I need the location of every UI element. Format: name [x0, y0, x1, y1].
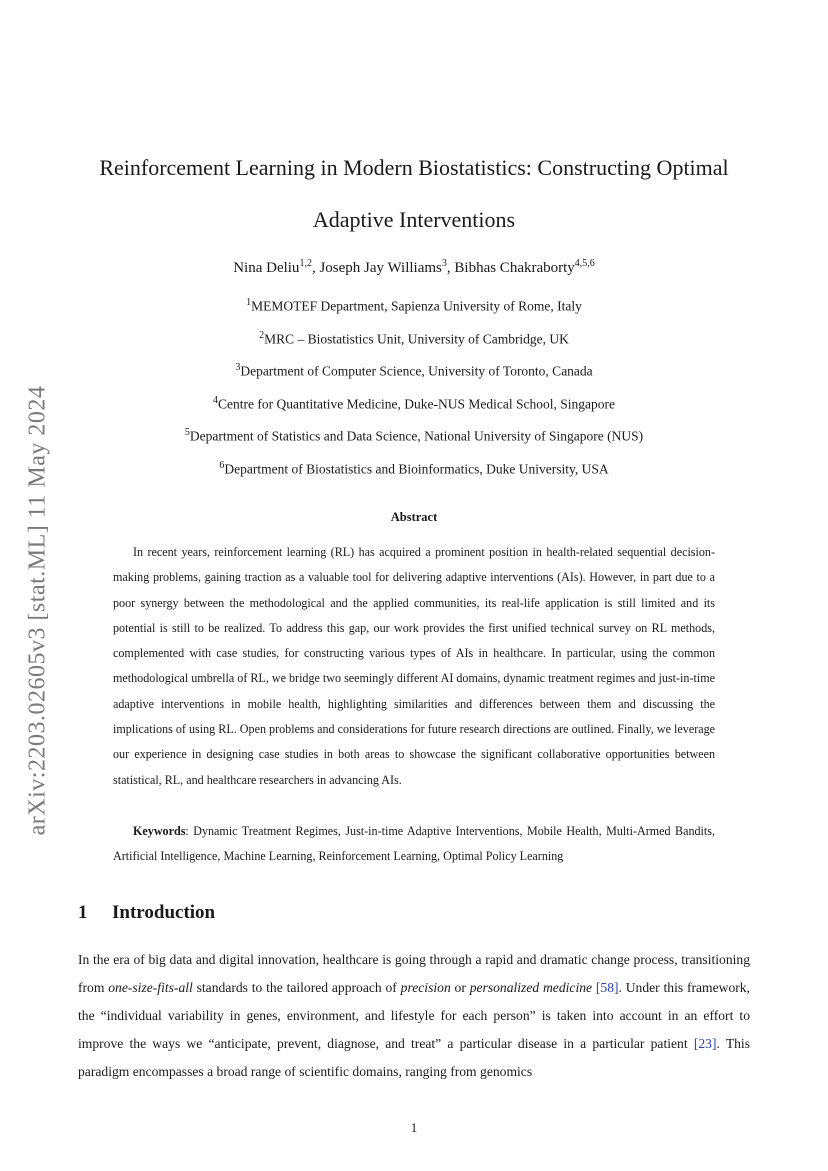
- affiliation-text: Centre for Quantitative Medicine, Duke-NUS Medical School, Singapore: [217, 396, 616, 412]
- intro-text: . Under this framework, the “individual variability in genes, environment, and lifestyle for each person” is taken into account in an effort to improve the ways we “anticipate, prevent, diagnose, and treat” a particular disease in a particular patient: [78, 980, 750, 1051]
- author-name: Nina Deliu: [233, 260, 300, 276]
- affiliation-text: MEMOTEF Department, Sapienza University of Rome, Italy: [251, 298, 582, 314]
- affiliation: [90, 323, 738, 356]
- intro-emphasis: personalized medicine: [469, 980, 593, 995]
- keywords-text: : Dynamic Treatment Regimes, Just-in-time Adaptive Interventions, Mobile Health, Multi-Armed Bandits, Artificial Intelligence, Machine Learning, Reinforcement Learning, Optimal Policy Learning: [113, 824, 715, 864]
- affiliation: [90, 355, 738, 388]
- affiliation: [90, 388, 738, 421]
- affiliation-marker: 5: [184, 427, 190, 439]
- citation-link[interactable]: [58]: [595, 980, 619, 995]
- intro-emphasis: precision: [400, 980, 451, 995]
- citation-link[interactable]: [23]: [693, 1036, 717, 1051]
- section-heading: [78, 902, 215, 924]
- affiliation-marker: 1: [246, 297, 252, 308]
- author-affiliation-marker: 1,2: [299, 258, 312, 269]
- intro-paragraph: [78, 946, 750, 1086]
- author-list: Nina Deliu$^{1,2}$, Joseph Jay Williams$^3$, Bibhas Chakraborty$^{4,5,6}$: [233, 258, 595, 276]
- author-name: Bibhas Chakraborty: [454, 260, 575, 276]
- affiliation-text: Department of Computer Science, University of Toronto, Canada: [240, 363, 593, 379]
- author-affiliation-marker: 4,5,6: [574, 258, 595, 269]
- affiliation: [90, 453, 738, 486]
- affiliation-text: Department of Statistics and Data Science, National University of Singapore (NUS): [189, 428, 644, 444]
- abstract-heading: Abstract: [390, 510, 438, 524]
- affiliation-text: MRC – Biostatistics Unit, University of Cambridge, UK: [264, 331, 569, 347]
- intro-text: standards to the tailored approach of: [192, 980, 401, 995]
- arxiv-identifier: arXiv:2203.02605v3 [stat.ML] 11 May 2024: [24, 385, 51, 835]
- intro-text: . This paradigm encompasses a broad range of scientific domains, ranging from genomics: [78, 1036, 750, 1079]
- paper-title: Reinforcement Learning in Modern Biostatistics: Constructing Optimal Adaptive Interventions: [99, 155, 729, 232]
- arxiv-sidebar: [12, 340, 64, 880]
- intro-text: In the era of big data and digital innovation, healthcare is going through a rapid and dramatic change process, transitioning from: [78, 952, 750, 995]
- author-name: Joseph Jay Williams: [319, 260, 442, 276]
- affiliation: [90, 420, 738, 453]
- author-affiliation-marker: 3: [441, 258, 447, 269]
- affiliation-list: [90, 290, 738, 486]
- section-title: Introduction: [112, 902, 216, 923]
- keywords-paragraph: [113, 819, 715, 870]
- affiliation-marker: 4: [212, 394, 218, 406]
- affiliation-marker: 2: [259, 329, 265, 341]
- abstract-body: In recent years, reinforcement learning (RL) has acquired a prominent position in health-related sequential decision-making problems, gaining traction as a valuable tool for delivering adaptive interventions (AIs). However, in part due to a poor synergy between the methodological and the applied communities, its real-life application is still limited and its potential is still to be realized. To address this gap, our work provides the first unified technical survey on RL methods, complemented with case studies, for constructing various types of AIs in healthcare. In particular, using the common methodological umbrella of RL, we bridge two seemingly different AI domains, dynamic treatment regimes and just-in-time adaptive interventions in mobile health, highlighting similarities and differences between them and discussing the implications of using RL. Open problems and considerations for future research directions are outlined. Finally, we leverage our experience in designing case studies in both areas to showcase the significant collaborative opportunities between statistical, RL, and healthcare researchers in advancing AIs.: [113, 545, 715, 787]
- intro-emphasis: one-size-fits-all: [108, 980, 193, 995]
- intro-text: or: [450, 980, 470, 995]
- affiliation: [90, 290, 738, 323]
- section-number: 1: [78, 902, 88, 923]
- affiliation-marker: 3: [235, 362, 241, 374]
- affiliation-marker: 6: [219, 459, 225, 471]
- affiliation-text: Department of Biostatistics and Bioinformatics, Duke University, USA: [224, 461, 609, 477]
- keywords-label: Keywords: [133, 824, 186, 838]
- page-number: 1: [410, 1120, 418, 1135]
